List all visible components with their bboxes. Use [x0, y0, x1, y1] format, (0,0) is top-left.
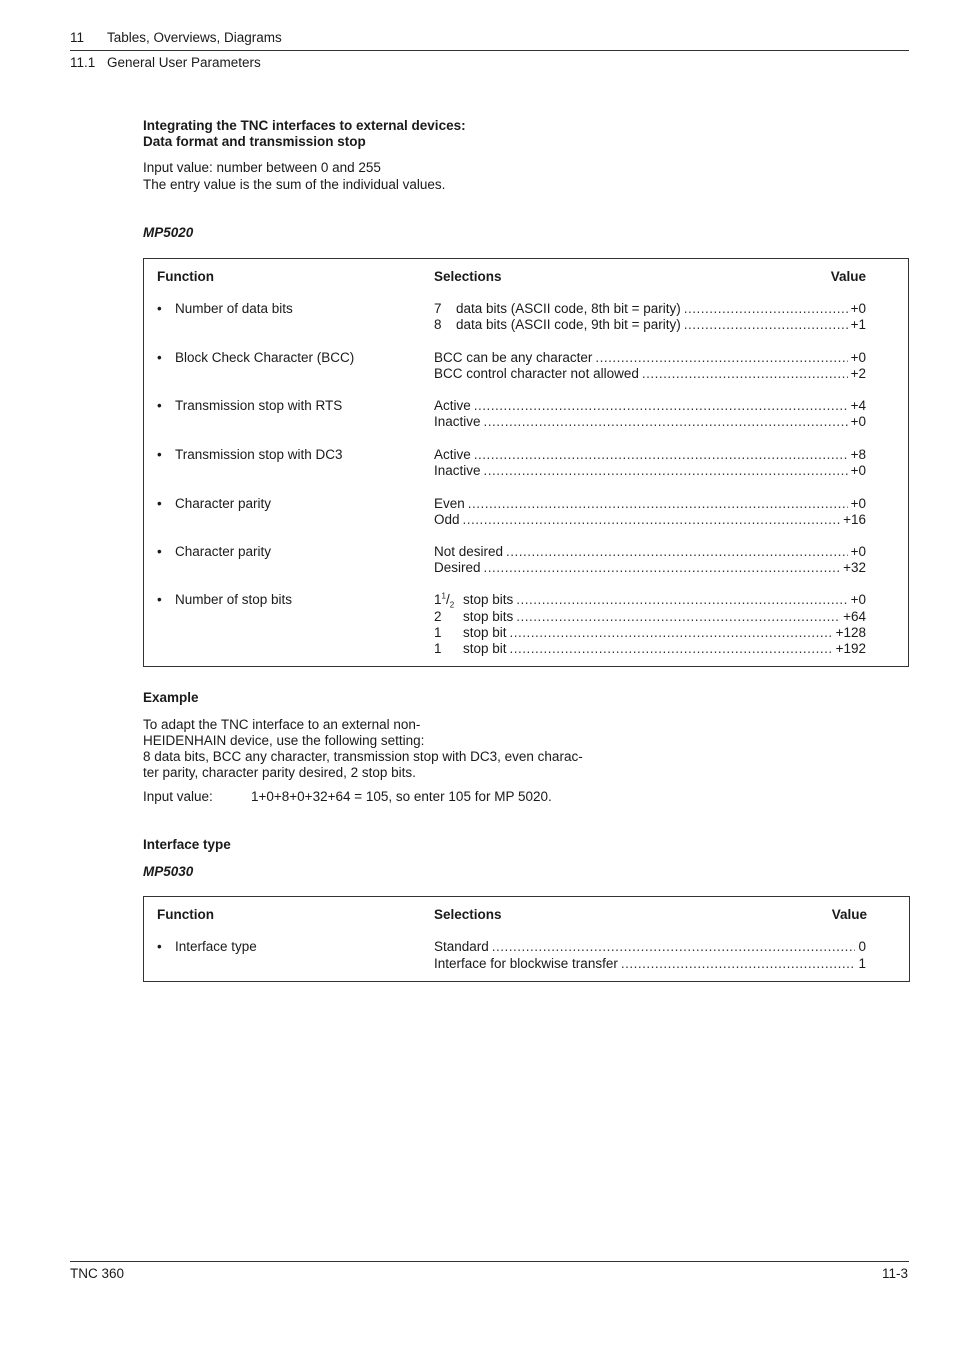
selection-option: Desired ..... +32 [434, 560, 866, 576]
selection-option: Inactive ..... +0 [434, 414, 866, 430]
function-item: • Transmission stop with RTS [157, 398, 343, 413]
selection-option: 7 data bits (ASCII code, 8th bit = parity) ..... +0 [434, 301, 866, 317]
selection-option: 8 data bits (ASCII code, 9th bit = parity) ..... +1 [434, 317, 866, 333]
function-item: • Interface type [157, 939, 257, 954]
function-item: • Block Check Character (BCC) [157, 350, 355, 365]
function-item: • Number of stop bits [157, 592, 293, 607]
selection-option: 1 stop bit ..... +128 [434, 625, 866, 641]
section-title: General User Parameters [107, 55, 261, 70]
intro-heading-line1: Integrating the TNC interfaces to external devices: [143, 118, 466, 133]
col-header-selections: Selections [434, 269, 502, 284]
selection-option: Standard ..... 0 [434, 939, 866, 955]
col-header-function: Function [157, 269, 214, 284]
selection-option: 1 stop bit ..... +192 [434, 641, 866, 657]
selection-option: Odd ..... +16 [434, 512, 866, 528]
footer-rule [70, 1261, 909, 1262]
selection-option: BCC can be any character ..... +0 [434, 350, 866, 366]
interface-heading: Interface type [143, 837, 231, 852]
mp5020-table [143, 258, 909, 667]
function-item: • Character parity [157, 496, 272, 511]
header-rule [70, 50, 909, 51]
example-heading: Example [143, 690, 199, 705]
selection-option: BCC control character not allowed ..... +2 [434, 366, 866, 382]
intro-heading-line2: Data format and transmission stop [143, 134, 366, 149]
function-item: • Transmission stop with DC3 [157, 447, 343, 462]
selection-option: 2 stop bits ..... +64 [434, 609, 866, 625]
selection-option: Inactive ..... +0 [434, 463, 866, 479]
example-line3: 8 data bits, BCC any character, transmission stop with DC3, even charac- [143, 749, 583, 764]
footer-page-number: 11-3 [881, 1266, 908, 1281]
example-input-value: 1+0+8+0+32+64 = 105, so enter 105 for MP 5020. [251, 789, 552, 804]
selection-option: $1^1/_2$ stop bits ..... +0 [434, 592, 866, 608]
selection-option: Interface for blockwise transfer ..... 1 [434, 956, 866, 972]
example-line2: HEIDENHAIN device, use the following setting: [143, 733, 425, 748]
selection-option: Even ..... +0 [434, 496, 866, 512]
example-input-label: Input value: [143, 789, 213, 804]
chapter-title: Tables, Overviews, Diagrams [107, 30, 282, 45]
chapter-number: 11 [70, 30, 85, 45]
function-item: • Number of data bits [157, 301, 293, 316]
selection-option: Active ..... +4 [434, 398, 866, 414]
section-number: 11.1 [70, 55, 96, 70]
example-line4: ter parity, character parity desired, 2 stop bits. [143, 765, 416, 780]
col-header-value: Value [831, 907, 867, 922]
mp5020-label: MP5020 [143, 225, 194, 240]
intro-text-line1: Input value: number between 0 and 255 [143, 160, 381, 175]
col-header-function: Function [157, 907, 214, 922]
footer-left: TNC 360 [70, 1266, 125, 1281]
col-header-value: Value [830, 269, 866, 284]
mp5030-table [143, 896, 910, 982]
selection-option: Not desired ..... +0 [434, 544, 866, 560]
intro-text-line2: The entry value is the sum of the individual values. [143, 177, 446, 192]
col-header-selections: Selections [434, 907, 502, 922]
function-item: • Character parity [157, 544, 272, 559]
mp5030-label: MP5030 [143, 864, 194, 879]
example-line1: To adapt the TNC interface to an external non- [143, 717, 421, 732]
selection-option: Active ..... +8 [434, 447, 866, 463]
